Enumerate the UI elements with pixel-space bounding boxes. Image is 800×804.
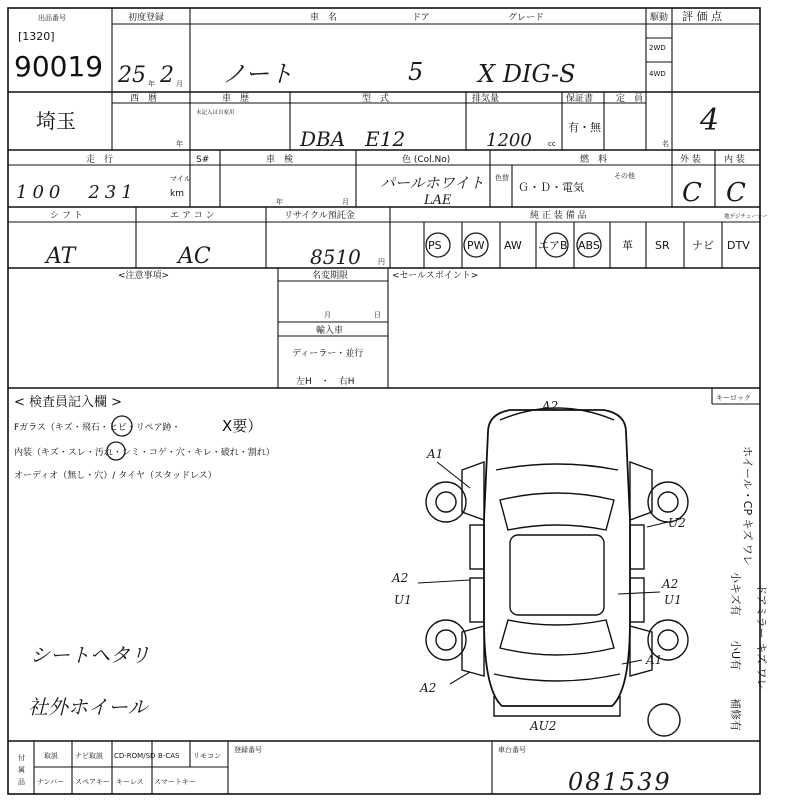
chassis-value: 081539 [568,768,672,796]
yen-label: 円 [378,258,385,266]
grade-label: グレード [508,13,545,23]
footer-remote: リモコン [193,752,221,760]
footer-number: ナンバー [37,778,65,786]
color-label: 色 (Col.No) [402,155,451,165]
model-label: 型 式 [362,94,390,104]
notes-label: <注意事項> [118,271,170,281]
side-note-repaired: 補修有 [729,698,742,731]
mileage-value: 100 231 [16,182,138,203]
accessories-label-3: 品 [18,778,25,786]
side-note-small-scratch: 小キズ有 [729,572,742,616]
door-label: ドア [412,13,430,23]
mark-right-rear: A1 [646,653,663,667]
footer-bcas: B-CAS [158,752,180,760]
first-reg-value: 25 [118,63,146,88]
mark-left-mid-a: A2 [392,571,409,585]
cc-label: cc [548,140,556,148]
import-value: ディーラー・並行 [292,349,364,359]
mile-label: マイル [170,175,191,183]
tuner-label: 地デジチューナー [724,214,768,220]
fuel-options: Ｇ・Ｄ・電気 [518,181,584,194]
color-value: パールホワイト [380,174,485,192]
drive-label: 駆動 [650,13,669,23]
ac-value: AC [178,244,211,269]
mileage-label: 走 行 [86,155,114,165]
title-change-month: 月 [324,311,331,319]
warranty-label: 保証書 [566,94,594,104]
chassis-label: 車台番号 [498,746,526,754]
vehicle-history-label: 車 歴 [222,94,250,104]
recycle-label: リサイクル預託金 [284,211,355,221]
model-value: DBA E12 [300,127,406,151]
side-notes [729,446,768,731]
interior-line: 内装（キズ・スレ・汚れ・シミ・コゲ・穴・キレ・破れ・割れ） [14,448,275,458]
color-code: LAE [424,193,452,208]
inspection-label: 車 検 [266,155,294,165]
car-name-label: 車 名 [310,13,338,23]
footer-navi-manual: ナビ取説 [75,752,103,760]
side-note-small-dent: 小U有 [729,640,742,671]
fuel-other-label: その他 [614,172,635,180]
shift-label: シ フ ト [50,211,83,221]
fuel-label: 燃 料 [580,155,608,165]
footer-spare-key: スペアキー [75,778,110,786]
handle-value: 左H ・ 右H [296,377,355,387]
handwritten-note-wheel: 社外ホイール [28,695,148,719]
equipment-label: 純 正 装 備 品 [530,211,587,221]
equipment-pw: PW [467,239,485,252]
mark-right-mid-u: U1 [664,593,682,607]
damage-marks [391,399,686,733]
mark-right-mid-a: A2 [662,577,679,591]
equipment-ps: PS [428,239,442,252]
capacity-unit: 名 [662,140,669,148]
equipment-sunroof: SR [655,239,670,252]
grade-value: X DIG-S [478,60,576,88]
side-note-door-mirror: ドアミラー キズ ワレ [755,584,768,690]
equipment-dtv: DTV [727,239,750,252]
mark-left-rear: A2 [420,681,437,695]
reg-number-label: 登録番号 [234,746,262,754]
mark-rear: AU2 [530,719,557,733]
title-change-day: 日 [374,311,381,319]
accessories-label-1: 付 [18,754,25,762]
color-change-label: 色替 [495,174,509,182]
glass-mark: X要） [222,417,263,435]
equipment-abs: ABS [578,239,600,252]
recycle-value: 8510 [310,245,361,269]
mark-right-front: U2 [668,516,686,530]
footer-smart-key: スマートキー [154,778,196,786]
title-change-label: 名変期限 [312,271,349,281]
displacement-label: 排気量 [472,94,500,104]
capacity-label: 定 員 [616,94,644,104]
handwritten-note-seat: シートヘタリ [30,643,150,667]
car-diagram [418,408,688,736]
km-label: km [170,189,184,199]
car-name-value: ノート [222,60,294,88]
row2-year-label: 年 [176,140,183,148]
sales-point-label: <セールスポイント> [392,271,479,281]
lot-label: 出品番号 [38,14,66,22]
lot-number: 90019 [14,50,104,83]
drive-4wd: 4WD [649,70,666,78]
s-meter-label: S# [196,155,210,165]
first-reg-month-value: 2 [160,63,174,88]
west-year-label: 西 暦 [130,94,158,104]
score-label: 評 価 点 [682,10,722,23]
interior-label: 内 装 [724,155,745,165]
shift-value: AT [46,244,76,269]
mark-top: A2 [542,399,559,413]
inspection-year: 年 [276,198,283,206]
first-reg-month-label: 月 [176,80,183,88]
keylock-label: キーロック [716,394,751,402]
inspector-title: < 検査員記入欄 > [14,395,123,410]
score-value: 4 [700,103,720,138]
footer-cdrom: CD-ROM/SD [114,752,156,760]
door-value: 5 [408,58,424,86]
exterior-value: C [682,178,702,208]
ac-label: エ ア コ ン [170,211,215,221]
bracket-code: [1320] [18,30,55,43]
mark-front-left: A1 [427,447,444,461]
audio-line: オーディオ（無し・穴）/ タイヤ（スタッドレス） [14,471,217,481]
equipment-airbag: エアB [538,239,568,252]
prefecture-value: 埼玉 [36,109,76,133]
displacement-value: 1200 [486,130,532,151]
footer-manual: 取説 [44,752,58,760]
import-label: 輸入車 [316,326,344,336]
first-reg-label: 初度登録 [128,13,165,23]
first-reg-year-label: 年 [148,80,155,88]
mark-left-mid-u: U1 [394,593,412,607]
accessories-label-2: 属 [18,766,25,774]
equipment-navi: ナビ [692,239,714,252]
drive-2wd: 2WD [649,44,666,52]
equipment-aw: AW [504,239,522,252]
side-note-wheel: ホイール・CP キズ ワレ [741,446,754,566]
exterior-label: 外 装 [680,155,701,165]
interior-value: C [726,178,746,208]
inspection-month: 月 [342,198,349,206]
warranty-value: 有・無 [568,121,601,134]
vehicle-history-note: 未記入は自家用 [196,110,235,116]
glass-line: Fガラス（キズ・飛石・ヒビ・リペア跡・ [14,423,181,433]
equipment-leather: 革 [622,239,633,252]
footer-keyless: キーレス [116,778,144,786]
